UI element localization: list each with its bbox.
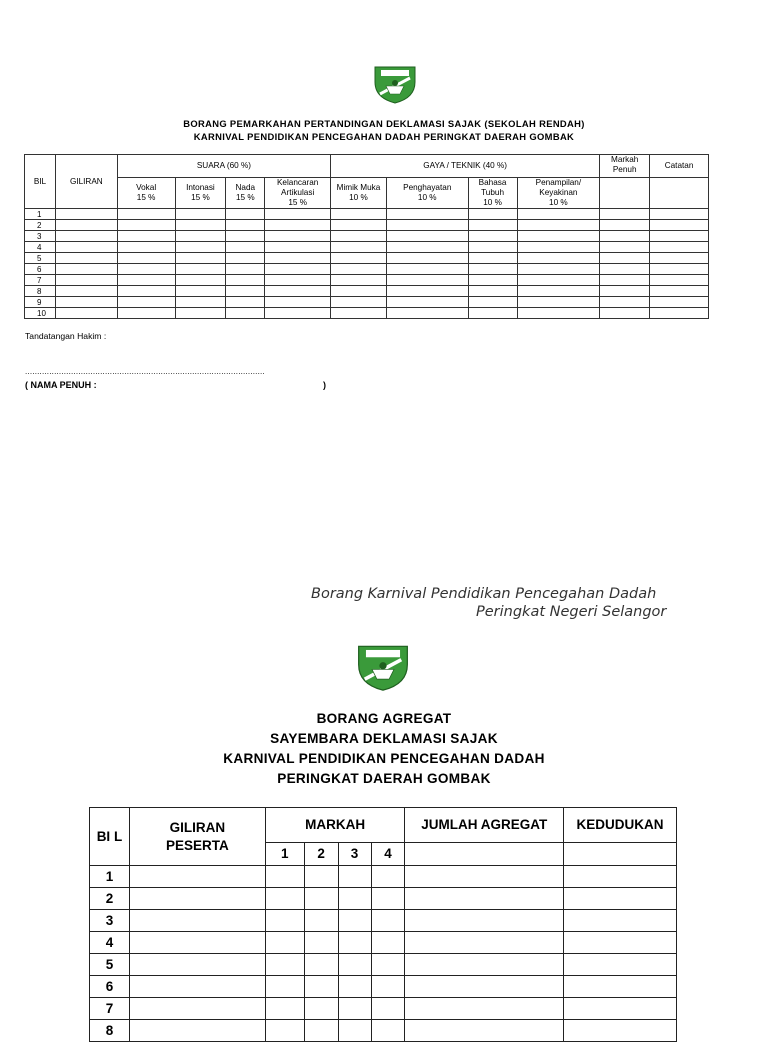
score-cell [304, 954, 338, 976]
score-cell [55, 220, 117, 231]
table-row [25, 297, 709, 308]
table-row [90, 998, 677, 1020]
form2-title-line: SAYEMBARA DEKLAMASI SAJAK [270, 731, 498, 746]
score-cell [117, 231, 175, 242]
score-cell [564, 932, 677, 954]
full-name-label: ( NAMA PENUH : [25, 380, 97, 390]
score-cell [331, 275, 387, 286]
markah-col: 2 [304, 843, 338, 866]
score-cell [175, 242, 226, 253]
score-cell [386, 275, 468, 286]
full-name-line [25, 380, 326, 390]
score-cell [304, 998, 338, 1020]
row-number: 4 [90, 932, 130, 954]
sub-header: Vokal 15 % [117, 178, 175, 209]
table-row [25, 275, 709, 286]
table-row [90, 954, 677, 976]
score-cell [468, 209, 517, 220]
score-cell [371, 910, 405, 932]
form2-title-line: BORANG AGREGAT [316, 711, 452, 726]
score-cell [265, 242, 331, 253]
table-row [25, 231, 709, 242]
score-cell [265, 910, 304, 932]
score-cell [265, 220, 331, 231]
judge-signature-label: Tandatangan Hakim : [25, 331, 107, 341]
score-cell [600, 253, 650, 264]
score-cell [55, 297, 117, 308]
score-cell [175, 275, 226, 286]
score-cell [175, 209, 226, 220]
school-crest-logo [372, 64, 418, 104]
score-cell [650, 286, 709, 297]
score-cell [517, 220, 600, 231]
score-cell [338, 1020, 371, 1042]
score-cell [517, 209, 600, 220]
sub-header: Mimik Muka 10 % [331, 178, 387, 209]
score-cell [265, 998, 304, 1020]
score-cell [129, 910, 265, 932]
score-cell [331, 242, 387, 253]
score-cell [226, 253, 265, 264]
empty-cell [405, 843, 564, 866]
table-row [90, 976, 677, 998]
score-cell [331, 286, 387, 297]
score-cell [600, 275, 650, 286]
score-cell [650, 308, 709, 319]
score-cell [371, 954, 405, 976]
score-cell [55, 231, 117, 242]
score-cell [117, 253, 175, 264]
empty-cell [600, 178, 650, 209]
score-cell [265, 286, 331, 297]
score-cell [650, 209, 709, 220]
table-row [25, 286, 709, 297]
score-cell [468, 231, 517, 242]
score-cell [117, 209, 175, 220]
row-number: 3 [90, 910, 130, 932]
score-cell [175, 286, 226, 297]
score-cell [600, 264, 650, 275]
form1-title [0, 117, 768, 143]
score-cell [386, 242, 468, 253]
table-row [25, 242, 709, 253]
score-cell [265, 297, 331, 308]
score-cell [304, 888, 338, 910]
score-cell [650, 231, 709, 242]
col-suara: SUARA (60 %) [117, 155, 330, 178]
score-cell [55, 264, 117, 275]
score-cell [117, 264, 175, 275]
score-cell [564, 954, 677, 976]
score-cell [265, 1020, 304, 1042]
score-cell [331, 253, 387, 264]
table-row [90, 888, 677, 910]
sub-header: Penghayatan 10 % [386, 178, 468, 209]
score-cell [265, 253, 331, 264]
table-row [25, 209, 709, 220]
table-row [25, 253, 709, 264]
score-cell [564, 998, 677, 1020]
table-row [90, 1020, 677, 1042]
score-cell [304, 932, 338, 954]
score-cell [226, 275, 265, 286]
score-cell [371, 932, 405, 954]
score-cell [517, 231, 600, 242]
row-number: 10 [25, 308, 56, 319]
score-cell [468, 286, 517, 297]
score-cell [55, 286, 117, 297]
score-cell [55, 308, 117, 319]
table-row [25, 308, 709, 319]
score-cell [600, 308, 650, 319]
score-cell [600, 297, 650, 308]
row-number: 3 [25, 231, 56, 242]
form2-title-line: PERINGKAT DAERAH GOMBAK [277, 771, 491, 786]
score-cell [517, 275, 600, 286]
table-row [25, 220, 709, 231]
score-cell [117, 242, 175, 253]
score-cell [405, 1020, 564, 1042]
score-cell [468, 297, 517, 308]
score-cell [55, 275, 117, 286]
form2-title-line: KARNIVAL PENDIDIKAN PENCEGAHAN DADAH [223, 751, 545, 766]
score-cell [517, 253, 600, 264]
form1-title-line1: BORANG PEMARKAHAN PERTANDINGAN DEKLAMASI SAJAK (SEKOLAH RENDAH) [183, 118, 585, 129]
row-number: 2 [90, 888, 130, 910]
aggregate-table [89, 807, 677, 1042]
col-bil: BI L [90, 808, 130, 866]
signature-line: ................................................................................................... [25, 367, 265, 376]
row-number: 8 [25, 286, 56, 297]
score-cell [175, 231, 226, 242]
score-cell [517, 242, 600, 253]
score-cell [226, 264, 265, 275]
sub-header: Nada 15 % [226, 178, 265, 209]
score-cell [405, 976, 564, 998]
score-cell [405, 954, 564, 976]
col-catatan: Catatan [650, 155, 709, 178]
score-cell [265, 275, 331, 286]
form2-title [0, 709, 768, 789]
row-number: 5 [90, 954, 130, 976]
score-cell [117, 275, 175, 286]
score-cell [600, 220, 650, 231]
score-cell [265, 954, 304, 976]
score-cell [55, 242, 117, 253]
score-cell [117, 297, 175, 308]
markah-col: 3 [338, 843, 371, 866]
score-cell [338, 932, 371, 954]
score-cell [226, 209, 265, 220]
score-cell [117, 308, 175, 319]
score-cell [517, 286, 600, 297]
score-cell [265, 209, 331, 220]
col-kedudukan: KEDUDUKAN [564, 808, 677, 843]
score-cell [386, 308, 468, 319]
empty-cell [564, 843, 677, 866]
score-cell [517, 297, 600, 308]
score-cell [129, 976, 265, 998]
score-cell [331, 308, 387, 319]
row-number: 7 [90, 998, 130, 1020]
score-cell [175, 308, 226, 319]
row-number: 9 [25, 297, 56, 308]
score-cell [468, 308, 517, 319]
score-cell [338, 954, 371, 976]
score-cell [226, 231, 265, 242]
score-cell [331, 231, 387, 242]
score-cell [175, 253, 226, 264]
score-cell [468, 275, 517, 286]
row-number: 5 [25, 253, 56, 264]
col-markah: MARKAH [265, 808, 405, 843]
col-markah-penuh: Markah Penuh [600, 155, 650, 178]
score-cell [331, 297, 387, 308]
score-cell [265, 308, 331, 319]
score-cell [117, 220, 175, 231]
row-number: 7 [25, 275, 56, 286]
score-cell [338, 998, 371, 1020]
score-cell [265, 932, 304, 954]
score-cell [386, 220, 468, 231]
score-cell [564, 1020, 677, 1042]
score-cell [468, 264, 517, 275]
score-cell [338, 888, 371, 910]
row-number: 2 [25, 220, 56, 231]
col-giliran: GILIRAN [55, 155, 117, 209]
score-cell [226, 308, 265, 319]
score-cell [304, 866, 338, 888]
score-cell [468, 242, 517, 253]
sub-header: Kelancaran Artikulasi 15 % [265, 178, 331, 209]
row-number: 1 [90, 866, 130, 888]
score-cell [265, 866, 304, 888]
form2-subtitle-line2: Peringkat Negeri Selangor [476, 604, 667, 620]
col-giliran-peserta: GILIRAN PESERTA [129, 808, 265, 866]
score-cell [175, 220, 226, 231]
score-cell [226, 297, 265, 308]
score-cell [564, 866, 677, 888]
row-number: 6 [25, 264, 56, 275]
score-cell [386, 264, 468, 275]
score-cell [304, 1020, 338, 1042]
row-number: 1 [25, 209, 56, 220]
table-row [90, 932, 677, 954]
score-cell [129, 1020, 265, 1042]
col-jumlah-agregat: JUMLAH AGREGAT [405, 808, 564, 843]
score-cell [468, 220, 517, 231]
score-cell [117, 286, 175, 297]
score-cell [564, 888, 677, 910]
form1-title-line2: KARNIVAL PENDIDIKAN PENCEGAHAN DADAH PERINGKAT DAERAH GOMBAK [193, 131, 575, 142]
score-cell [386, 253, 468, 264]
score-cell [371, 1020, 405, 1042]
scoring-table [24, 154, 709, 319]
table-row [90, 910, 677, 932]
score-cell [405, 910, 564, 932]
empty-cell [650, 178, 709, 209]
score-cell [517, 308, 600, 319]
score-cell [265, 264, 331, 275]
col-bil: BIL [25, 155, 56, 209]
score-cell [564, 910, 677, 932]
score-cell [650, 275, 709, 286]
score-cell [517, 264, 600, 275]
form2-subtitle-line1: Borang Karnival Pendidikan Pencegahan Dadah [311, 586, 657, 602]
table-row [25, 264, 709, 275]
score-cell [650, 220, 709, 231]
row-number: 6 [90, 976, 130, 998]
score-cell [371, 888, 405, 910]
score-cell [129, 932, 265, 954]
score-cell [468, 253, 517, 264]
score-cell [129, 998, 265, 1020]
score-cell [405, 998, 564, 1020]
score-cell [405, 866, 564, 888]
table-row [90, 866, 677, 888]
score-cell [265, 976, 304, 998]
score-cell [650, 264, 709, 275]
score-cell [129, 888, 265, 910]
score-cell [331, 264, 387, 275]
score-cell [226, 286, 265, 297]
score-cell [265, 231, 331, 242]
score-cell [650, 297, 709, 308]
row-number: 8 [90, 1020, 130, 1042]
score-cell [129, 866, 265, 888]
markah-col: 4 [371, 843, 405, 866]
score-cell [386, 231, 468, 242]
score-cell [338, 866, 371, 888]
score-cell [304, 910, 338, 932]
score-cell [650, 242, 709, 253]
score-cell [371, 976, 405, 998]
sub-header: Penampilan/ Keyakinan 10 % [517, 178, 600, 209]
school-crest-logo [355, 640, 411, 694]
score-cell [226, 242, 265, 253]
score-cell [600, 209, 650, 220]
score-cell [600, 231, 650, 242]
sub-header: Bahasa Tubuh 10 % [468, 178, 517, 209]
score-cell [226, 220, 265, 231]
score-cell [338, 976, 371, 998]
score-cell [405, 888, 564, 910]
score-cell [55, 253, 117, 264]
score-cell [600, 242, 650, 253]
score-cell [129, 954, 265, 976]
score-cell [386, 297, 468, 308]
score-cell [338, 910, 371, 932]
score-cell [175, 297, 226, 308]
score-cell [371, 998, 405, 1020]
score-cell [55, 209, 117, 220]
score-cell [405, 932, 564, 954]
sub-header: Intonasi 15 % [175, 178, 226, 209]
score-cell [175, 264, 226, 275]
score-cell [564, 976, 677, 998]
score-cell [265, 888, 304, 910]
full-name-close: ) [323, 380, 326, 390]
score-cell [386, 209, 468, 220]
score-cell [650, 253, 709, 264]
score-cell [600, 286, 650, 297]
score-cell [331, 220, 387, 231]
col-gaya: GAYA / TEKNIK (40 %) [331, 155, 600, 178]
score-cell [371, 866, 405, 888]
row-number: 4 [25, 242, 56, 253]
score-cell [304, 976, 338, 998]
score-cell [386, 286, 468, 297]
score-cell [331, 209, 387, 220]
markah-col: 1 [265, 843, 304, 866]
